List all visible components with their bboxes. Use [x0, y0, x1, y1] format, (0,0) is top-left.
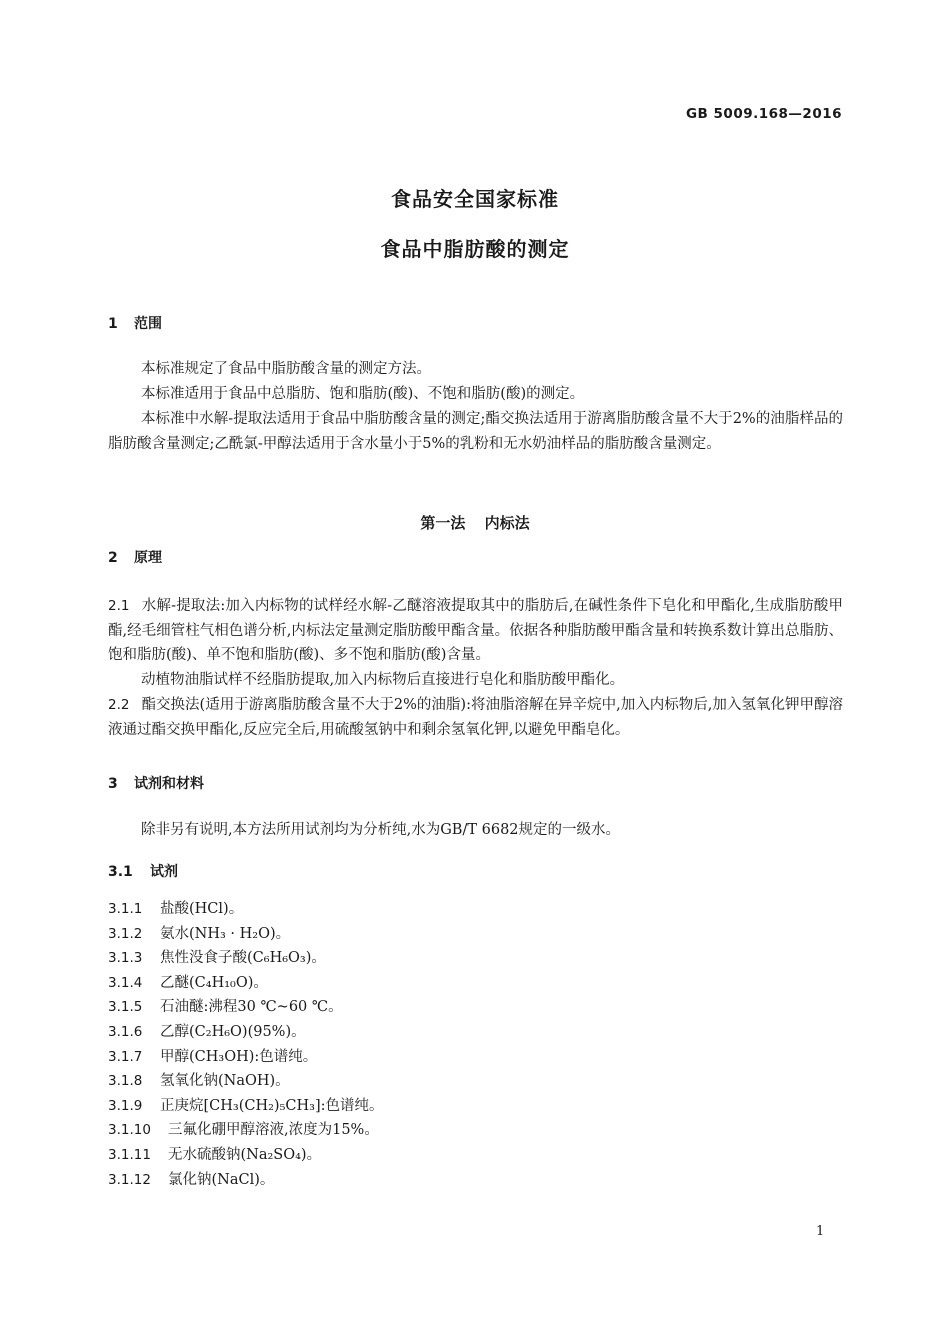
reagent-item: [108, 897, 243, 918]
item-text: 盐酸(HCl)。: [160, 901, 244, 917]
principle-2-1-extra: 动植物油脂试样不经脂肪提取,加入内标物后直接进行皂化和脂肪酸甲酯化。: [141, 672, 625, 688]
item-number: 3.1.5: [108, 999, 143, 1015]
document-subtitle: 食品中脂肪酸的测定: [380, 237, 570, 261]
item-number: 3.1.6: [108, 1024, 143, 1040]
section-3-1-heading: [108, 861, 178, 881]
item-number: 3.1.1: [108, 901, 143, 917]
section-number: 3: [108, 776, 118, 792]
reagent-item: [108, 922, 290, 943]
clause-text: 水解-提取法:加入内标物的试样经水解-乙醚溶液提取其中的脂肪后,在碱性条件下皂化和甲酯化,生成脂肪酸甲酯,经毛细管柱气相色谱分析,内标法定量测定脂肪酸甲酯含量。依据各种脂肪酸甲酯含量和转换系数计算出总脂肪、饱和脂肪(酸)、单不饱和脂肪(酸)、多不饱和脂肪(酸)含量。: [108, 598, 843, 663]
section-2-heading: [108, 547, 162, 567]
item-text: 焦性没食子酸(C₆H₆O₃)。: [160, 950, 326, 966]
item-text: 石油醚:沸程30 ℃~60 ℃。: [160, 999, 343, 1015]
reagent-item: [108, 946, 326, 967]
reagent-item: [108, 1143, 321, 1164]
page-number: 1: [816, 1224, 825, 1239]
principle-2-2: [108, 693, 843, 742]
section-title: 试剂和材料: [134, 776, 204, 792]
section-number: 2: [108, 550, 118, 566]
scope-paragraph-1: 本标准规定了食品中脂肪酸含量的测定方法。: [141, 361, 431, 377]
reagent-item: [108, 1045, 317, 1066]
item-number: 3.1.10: [108, 1122, 151, 1138]
principle-2-1: [108, 594, 843, 668]
clause-text: 酯交换法(适用于游离脂肪酸含量不大于2%的油脂):将油脂溶解在异辛烷中,加入内标物后,加入氢氧化钾甲醇溶液通过酯交换甲酯化,反应完全后,用硫酸氢钠中和剩余氢氧化钾,以避免甲酯皂化。: [108, 697, 843, 738]
section-number: 1: [108, 316, 118, 332]
item-text: 氨水(NH₃ · H₂O)。: [160, 926, 291, 942]
reagents-intro: 除非另有说明,本方法所用试剂均为分析纯,水为GB/T 6682规定的一级水。: [141, 822, 621, 838]
section-title: 范围: [134, 316, 162, 332]
section-title: 原理: [134, 550, 162, 566]
item-number: 3.1.2: [108, 926, 143, 942]
reagent-item: [108, 1069, 290, 1090]
item-number: 3.1.3: [108, 950, 143, 966]
item-number: 3.1.7: [108, 1049, 143, 1065]
item-number: 3.1.9: [108, 1098, 143, 1114]
scope-paragraph-2: 本标准适用于食品中总脂肪、饱和脂肪(酸)、不饱和脂肪(酸)的测定。: [141, 386, 585, 402]
method-title: 第一法 内标法: [420, 514, 530, 532]
section-number: 3.1: [108, 864, 133, 880]
clause-number: 2.1: [108, 598, 130, 614]
clause-number: 2.2: [108, 697, 130, 713]
item-number: 3.1.8: [108, 1073, 143, 1089]
section-3-heading: [108, 773, 204, 793]
item-text: 无水硫酸钠(Na₂SO₄)。: [168, 1147, 322, 1163]
item-text: 氯化钠(NaCl)。: [168, 1172, 275, 1188]
reagent-item: [108, 1118, 379, 1139]
item-text: 正庚烷[CH₃(CH₂)₅CH₃]:色谱纯。: [160, 1098, 384, 1114]
section-1-heading: [108, 313, 162, 333]
item-number: 3.1.4: [108, 975, 143, 991]
scope-paragraph-3: 本标准中水解-提取法适用于食品中脂肪酸含量的测定;酯交换法适用于游离脂肪酸含量不大于2%的油脂样品的脂肪酸含量测定;乙酰氯-甲醇法适用于含水量小于5%的乳粉和无水奶油样品的脂肪酸含量测定。: [108, 411, 843, 452]
reagent-item: [108, 971, 268, 992]
item-text: 乙醇(C₂H₆O)(95%)。: [160, 1024, 306, 1040]
reagent-item: [108, 1094, 383, 1115]
section-title: 试剂: [150, 864, 178, 880]
item-text: 氢氧化钠(NaOH)。: [160, 1073, 290, 1089]
standard-number: GB 5009.168—2016: [685, 106, 842, 122]
reagent-item: [108, 1020, 306, 1041]
item-number: 3.1.12: [108, 1172, 151, 1188]
reagent-item: [108, 1168, 274, 1189]
document-title: 食品安全国家标准: [391, 187, 559, 211]
item-text: 三氟化硼甲醇溶液,浓度为15%。: [168, 1122, 379, 1138]
item-text: 乙醚(C₄H₁₀O)。: [160, 975, 268, 991]
item-text: 甲醇(CH₃OH):色谱纯。: [160, 1049, 318, 1065]
reagent-item: [108, 995, 343, 1016]
item-number: 3.1.11: [108, 1147, 151, 1163]
